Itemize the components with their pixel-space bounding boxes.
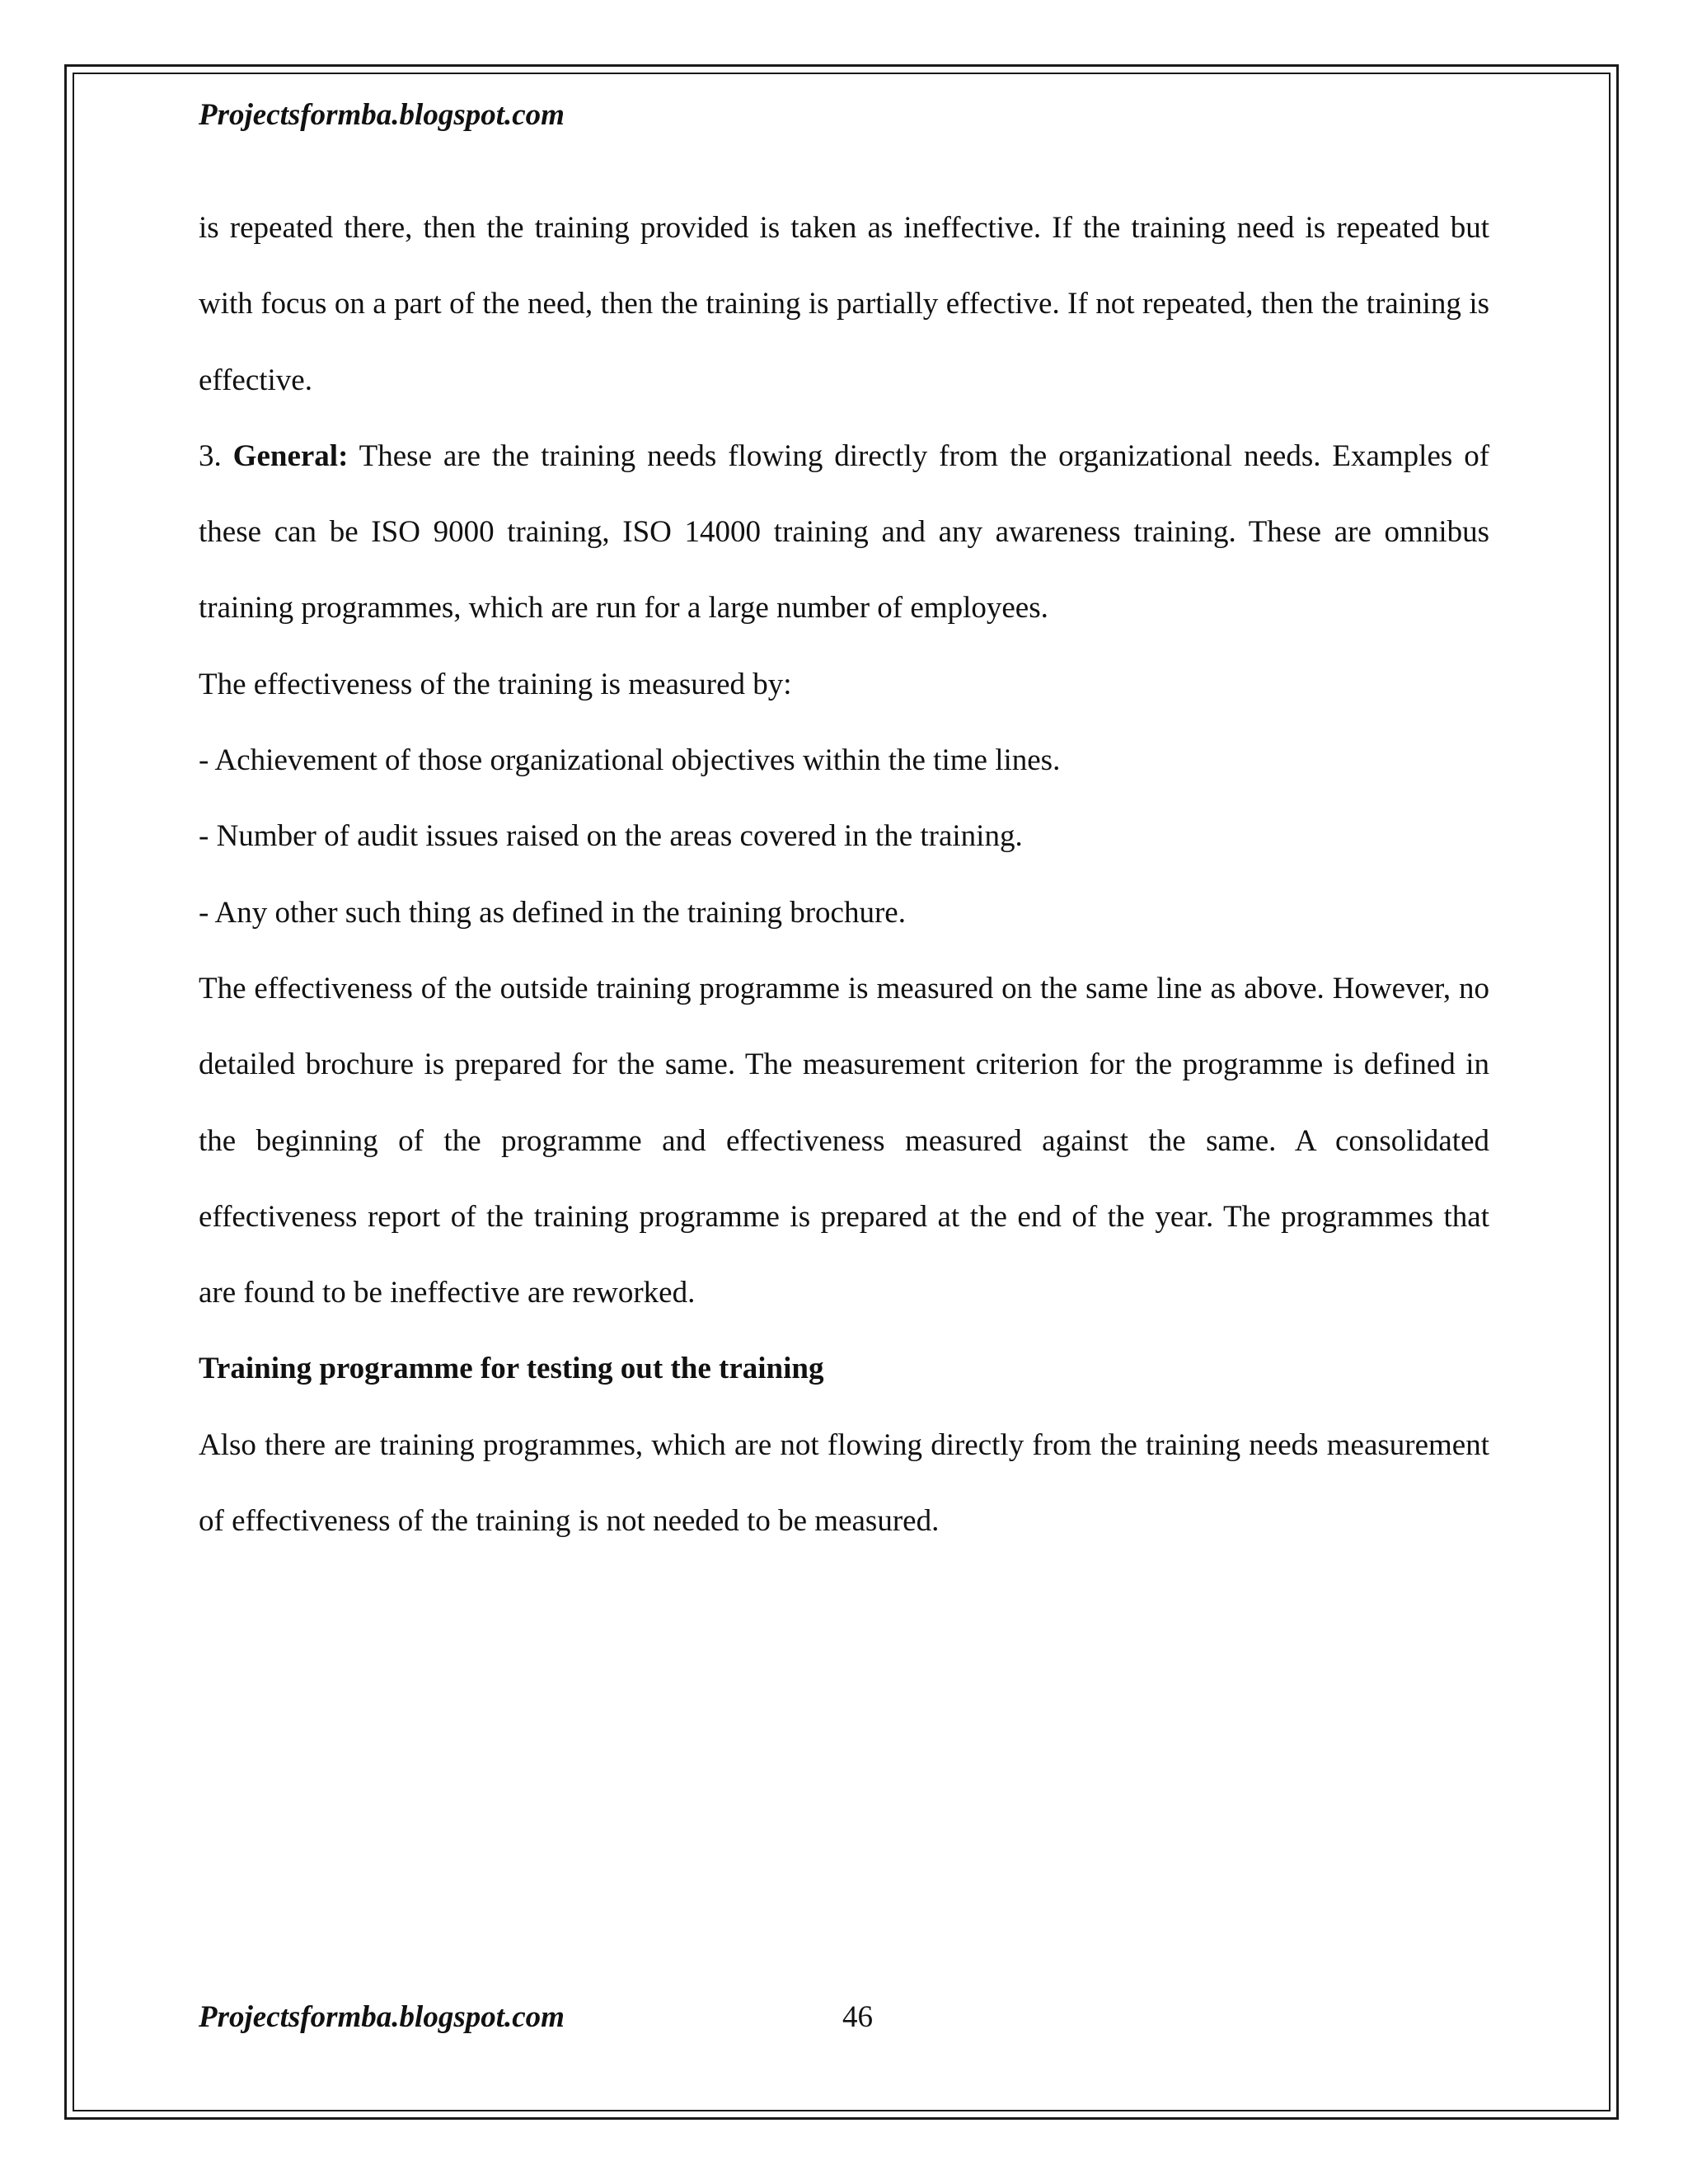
header-site-name: Projectsformba.blogspot.com: [199, 98, 565, 132]
paragraph-measured-by: The effectiveness of the training is measured by:: [199, 667, 792, 701]
page-number: 46: [842, 2000, 873, 2034]
footer-site-name: Projectsformba.blogspot.com: [199, 2000, 565, 2034]
paragraph-testing-programmes: Also there are training programmes, which are not flowing directly from the training needs measurement of effectiveness of the training is not needed to be measured.: [199, 1427, 1489, 1539]
bullet-item: - Number of audit issues raised on the areas covered in the training.: [199, 819, 1023, 854]
term-general: General:: [232, 438, 349, 473]
list-number: 3.: [199, 438, 222, 473]
document-body: [199, 190, 1489, 1559]
section-heading: Training programme for testing out the training: [199, 1352, 824, 1386]
paragraph-training-effectiveness: is repeated there, then the training provided is taken as ineffective. If the training need is repeated but with focus on a part of the need, then the training is partially effective. If not repeated, then the training is effective.: [199, 211, 1489, 397]
paragraph-general: [199, 419, 1489, 647]
general-text: These are the training needs flowing directly from the organizational needs. Examples of these can be ISO 9000 training, ISO 14000 training and any awareness training. These are omnibus training programmes, which are run for a large number of employees.: [199, 438, 1490, 626]
bullet-item: - Achievement of those organizational objectives within the time lines.: [199, 743, 1061, 778]
bullet-item: - Any other such thing as defined in the training brochure.: [199, 895, 906, 930]
paragraph-outside-training: The effectiveness of the outside training programme is measured on the same line as above. However, no detailed brochure is prepared for the same. The measurement criterion for the programme is defined in the beginning of the programme and effectiveness measured against the same. A consolidated effectiveness report of the training programme is prepared at the end of the year. The programmes that are found to be ineffective are reworked.: [199, 971, 1489, 1310]
